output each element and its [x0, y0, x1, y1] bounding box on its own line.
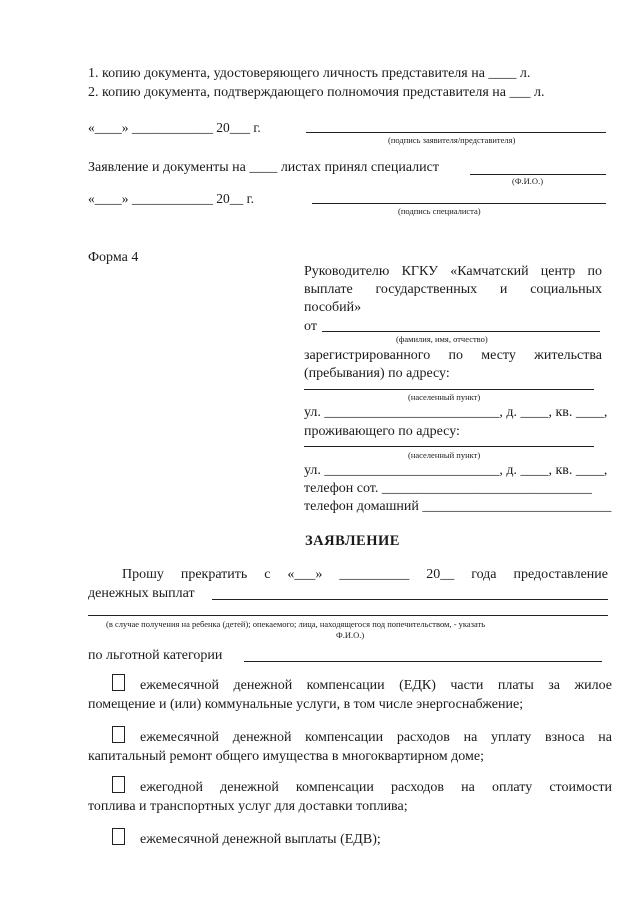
header-line-2: выплате государственных и социальных — [304, 282, 602, 297]
caption-locality-2: (населенный пункт) — [408, 450, 481, 460]
option-capital-repair-line-2: капитальный ремонт общего имущества в многоквартирном доме; — [88, 749, 484, 764]
registered-line-2: (пребывания) по адресу: — [304, 366, 450, 381]
caption-signature-specialist: (подпись специалиста) — [398, 206, 481, 216]
option-fuel-line-1: ежегодной денежной компенсации расходов на оплату стоимости — [140, 780, 612, 795]
option-edk-checkbox[interactable] — [112, 674, 125, 691]
option-fuel-line-2: топлива и транспортных услуг для доставки топлива; — [88, 799, 408, 814]
item-2: 2. копию документа, подтверждающего полномочия представителя на ___ л. — [88, 85, 545, 100]
street-row-2: ул. _________________________, д. ____, кв. ____, — [304, 463, 608, 478]
specialist-name-line[interactable] — [470, 174, 606, 175]
date-specialist: «____» ____________ 20__ г. — [88, 191, 255, 206]
date-applicant: «____» ____________ 20___ г. — [88, 120, 261, 135]
caption-signature-applicant: (подпись заявителя/представителя) — [388, 135, 516, 145]
item-1: 1. копию документа, удостоверяющего личность представителя на ____ л. — [88, 66, 531, 81]
caption-fio-specialist: (Ф.И.О.) — [512, 176, 544, 186]
option-edk-line-2: помещение и (или) коммунальные услуги, в том числе энергоснабжение; — [88, 697, 524, 712]
residing-label: проживающего по адресу: — [304, 424, 460, 439]
option-edk-line-1: ежемесячной денежной компенсации (ЕДК) части платы за жилое — [140, 678, 612, 693]
option-capital-repair-line-1: ежемесячной денежной компенсации расходов на уплату взноса на — [140, 730, 612, 745]
accepted-by-specialist: Заявление и документы на ____ листах принял специалист — [88, 160, 439, 175]
signature-line-specialist[interactable] — [312, 203, 606, 204]
payments-line[interactable] — [212, 599, 608, 600]
fullname-line[interactable] — [322, 331, 600, 332]
category-label: по льготной категории — [88, 648, 223, 663]
option-edv-line-1: ежемесячной денежной выплаты (ЕДВ); — [140, 832, 381, 847]
payments-line-2[interactable] — [88, 615, 608, 616]
statement-para-line-2: денежных выплат — [88, 586, 195, 601]
form-label: Форма 4 — [88, 250, 139, 265]
home-phone: телефон домашний ___________________________ — [304, 499, 612, 514]
from-label: от — [304, 319, 317, 334]
caption-fio-child: Ф.И.О.) — [336, 630, 365, 640]
header-line-3: пособий» — [304, 300, 362, 315]
statement-title: ЗАЯВЛЕНИЕ — [305, 533, 400, 549]
mobile-phone: телефон сот. ______________________________ — [304, 481, 592, 496]
street-row: ул. _________________________, д. ____, кв. ____, — [304, 405, 608, 420]
caption-locality: (населенный пункт) — [408, 392, 481, 402]
option-fuel-checkbox[interactable] — [112, 776, 125, 793]
statement-para-line-1: Прошу прекратить с «___» __________ 20__ года предоставление — [122, 567, 608, 582]
locality-line[interactable] — [304, 389, 594, 390]
option-edv-checkbox[interactable] — [112, 828, 125, 845]
registered-line-1: зарегистрированного по месту жительства — [304, 348, 602, 363]
caption-fullname: (фамилия, имя, отчество) — [396, 334, 488, 344]
signature-line-applicant[interactable] — [306, 132, 606, 133]
caption-case: (в случае получения на ребенка (детей); опекаемого; лица, находящегося под попечительством, - указать — [106, 619, 486, 629]
header-line-1: Руководителю КГКУ «Камчатский центр по — [304, 264, 602, 279]
option-capital-repair-checkbox[interactable] — [112, 726, 125, 743]
locality-line-2[interactable] — [304, 446, 594, 447]
category-line[interactable] — [244, 661, 602, 662]
